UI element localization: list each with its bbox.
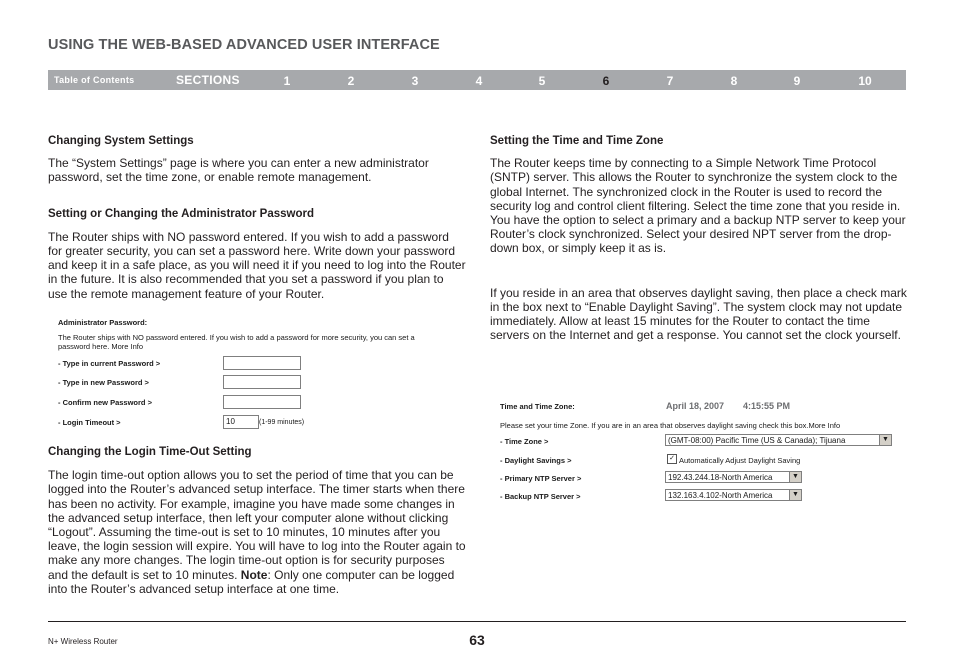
page-number: 63 — [469, 632, 485, 648]
admin-password-screenshot — [58, 318, 458, 434]
section-link-10[interactable]: 10 — [858, 74, 872, 88]
footer-divider — [48, 621, 906, 622]
current-password-label: - Type in current Password > — [58, 359, 161, 368]
admin-shot-desc-line2: password here. More Info — [58, 342, 144, 351]
current-time: 4:15:55 PM — [743, 401, 791, 411]
backup-ntp-select[interactable] — [665, 489, 802, 501]
section-link-1[interactable]: 1 — [283, 74, 291, 88]
section-link-2[interactable]: 2 — [347, 74, 355, 88]
confirm-password-input[interactable] — [223, 395, 301, 409]
time-zone-value: (GMT-08:00) Pacific Time (US & Canada); Tijuana — [668, 436, 846, 445]
section-link-6[interactable]: 6 — [602, 74, 610, 88]
chevron-down-icon: ▼ — [789, 472, 801, 482]
admin-shot-desc-line1: The Router ships with NO password entered. If you wish to add a password for more security, you can set a — [58, 333, 415, 342]
admin-shot-title: Administrator Password: — [58, 318, 148, 327]
heading-admin-password: Setting or Changing the Administrator Password — [48, 207, 315, 220]
confirm-password-label: - Confirm new Password > — [58, 398, 152, 407]
time-zone-paragraph: The Router keeps time by connecting to a Simple Network Time Protocol (SNTP) server. This allows the Router to synchronize the system clock to the global Internet. The synchronized clock in the Router is used to record the security log and control client filtering. Select the time zone that you reside in. You have the option to select a primary and a backup NTP server to keep your Router’s clock synchronized. Select your desired NPT server from the drop-down box, or simply keep it as is. — [490, 156, 906, 256]
admin-password-paragraph: The Router ships with NO password entered. If you wish to add a password for greater security, you can set a password here. Write down your password and keep it in a safe place, as you will need it if you need to log into the Router in the future. It is also recommended that you set a password if you plan to use the remote management feature of your Router. — [48, 229, 466, 301]
primary-ntp-select[interactable] — [665, 471, 802, 483]
table-of-contents-link[interactable]: Table of Contents — [54, 75, 135, 85]
login-timeout-input[interactable]: 10 — [223, 415, 259, 429]
system-settings-paragraph: The “System Settings” page is where you can enter a new administrator password, set the time zone, or enable remote management. — [48, 156, 429, 185]
section-link-4[interactable]: 4 — [475, 74, 483, 88]
new-password-label: - Type in new Password > — [58, 378, 149, 387]
page-header-title: USING THE WEB-BASED ADVANCED USER INTERFACE — [48, 37, 440, 53]
time-zone-screenshot — [500, 400, 905, 506]
time-shot-title: Time and Time Zone: — [500, 402, 575, 411]
current-date: April 18, 2007 — [666, 401, 725, 411]
chevron-down-icon: ▼ — [789, 490, 801, 500]
footer-product-name: N+ Wireless Router — [48, 637, 118, 646]
daylight-saving-checkbox[interactable]: ✓ — [667, 454, 677, 464]
time-zone-select[interactable] — [665, 434, 892, 446]
section-link-7[interactable]: 7 — [666, 74, 674, 88]
section-link-9[interactable]: 9 — [793, 74, 801, 88]
section-link-3[interactable]: 3 — [411, 74, 419, 88]
login-timeout-paragraph — [48, 468, 466, 596]
heading-login-timeout: Changing the Login Time-Out Setting — [48, 446, 252, 458]
right-column — [490, 134, 908, 342]
login-timeout-unit: (1-99 minutes) — [259, 419, 305, 426]
sections-label: SECTIONS — [176, 73, 240, 87]
new-password-input[interactable] — [223, 375, 301, 389]
section-link-8[interactable]: 8 — [730, 74, 738, 88]
heading-system-settings: Changing System Settings — [48, 135, 194, 147]
primary-ntp-value: 192.43.244.18-North America — [668, 473, 773, 482]
time-shot-desc: Please set your time Zone. If you are in an area that observes daylight saving check this box.More Info — [500, 421, 841, 430]
chevron-down-icon: ▼ — [879, 435, 891, 445]
left-column — [48, 134, 466, 301]
daylight-saving-checkbox-label: Automatically Adjust Daylight Saving — [679, 456, 801, 465]
section-navbar — [48, 70, 906, 90]
note-label: Note — [240, 567, 268, 582]
left-column-lower — [48, 445, 466, 596]
login-timeout-label: - Login Timeout > — [58, 418, 121, 427]
daylight-savings-label: - Daylight Savings > — [500, 456, 572, 465]
login-timeout-text-b: : Only one computer can be logged into the Router’s advanced setup interface at one time. — [48, 567, 455, 596]
current-password-input[interactable] — [223, 356, 301, 370]
time-zone-label: - Time Zone > — [500, 437, 549, 446]
section-link-5[interactable]: 5 — [538, 74, 546, 88]
heading-time-zone: Setting the Time and Time Zone — [490, 135, 664, 147]
backup-ntp-label: - Backup NTP Server > — [500, 492, 581, 501]
login-timeout-text-a: The login time-out option allows you to set the period of time that you can be logged into the Router’s advanced setup interface. The timer starts when there has been no activity. For example, imagine you have made some changes in the advanced setup interface, then left your computer alone without clicking “Logout”. Assuming the time-out is set to 10 minutes, 10 minutes after you leave, the login session will expire. You will have to log into the Router again to make any more changes. The login time-out option is for security purposes and the default is set to 10 minutes. — [48, 468, 466, 582]
primary-ntp-label: - Primary NTP Server > — [500, 474, 582, 483]
daylight-saving-paragraph: If you reside in an area that observes daylight saving, then place a check mark in the box next to “Enable Daylight Saving”. The system clock may not update immediately. Allow at least 15 minutes for the Router to contact the time servers on the Internet and get a response. You cannot set the clock yourself. — [490, 285, 907, 343]
backup-ntp-value: 132.163.4.102-North America — [668, 491, 773, 500]
